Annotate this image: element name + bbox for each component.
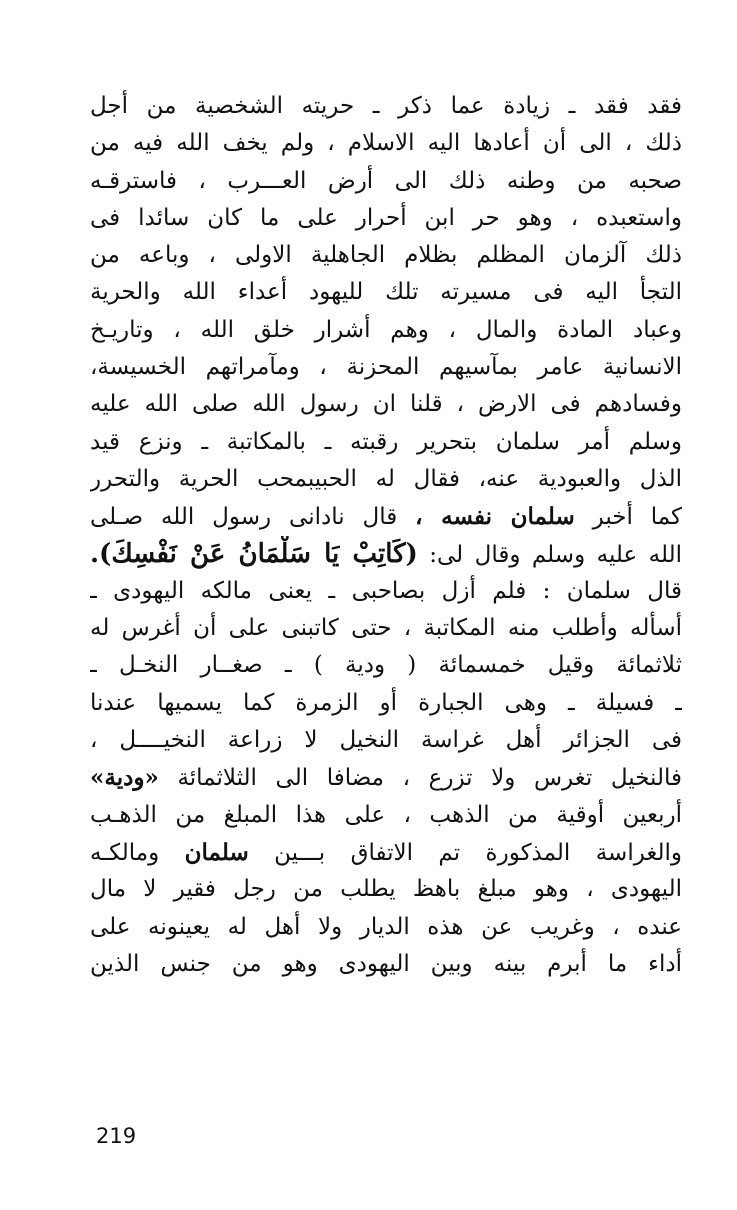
text-segment: والغراسة المذكورة تم الاتفاق بـــين bbox=[248, 839, 682, 866]
text-segment: ومالكـه bbox=[90, 839, 185, 866]
text-segment: كما أخبر bbox=[574, 504, 682, 531]
text-line-20: أربعين أوقية من الذهب ، على هذا المبلغ من الذهـب bbox=[90, 801, 682, 828]
text-segment: فالنخيل تغرس ولا تزرع ، مضافا الى الثلاثمائة bbox=[158, 765, 682, 792]
text-line-1: فقد فقد ـ زيادة عما ذكر ـ حريته الشخصية من أجل bbox=[90, 93, 682, 119]
bold-name-salman: سلمان نفسه ، bbox=[415, 503, 575, 531]
text-line-2: ذلك ، الى أن أعادها اليه الاسلام ، ولم يخف الله فيه من bbox=[90, 130, 682, 157]
text-segment: الله عليه وسلم وقال لى: bbox=[417, 541, 682, 568]
text-line-9: وفسادهم فى الارض ، قلنا ان رسول الله صلى الله عليه bbox=[90, 391, 682, 418]
text-segment: قال نادانى رسول الله صـلى bbox=[90, 504, 416, 531]
page-number: 219 bbox=[96, 1124, 137, 1148]
text-line-6: التجأ اليه فى مسيرته تلك لليهود أعداء الله والحرية bbox=[90, 279, 682, 306]
text-line-4: واستعبده ، وهو حر ابن أحرار على ما كان سائدا فى bbox=[90, 204, 682, 231]
text-line-16: ثلاثمائة وقيل خمسمائة ( ودية ) ـ صغــار النخـل ـ bbox=[90, 652, 682, 679]
bold-term-wadiya: «ودية» bbox=[90, 764, 159, 792]
text-line-8: الانسانية عامر بمآسيهم المحزنة ، ومآمراتهم الخسيسة، bbox=[90, 354, 682, 381]
text-line-13 bbox=[90, 536, 682, 573]
text-line-23: عنده ، وغريب عن هذه الديار ولا أهل له يعينونه على bbox=[90, 913, 682, 940]
text-line-24: أداء ما أبرم بينه وبين اليهودى وهو من جنس الذين bbox=[90, 950, 682, 977]
text-line-11: الذل والعبودية عنه، فقال له الحبيبمحب الحرية والتحرر bbox=[90, 465, 682, 492]
text-line-15: أسأله وأطلب منه المكاتبة ، حتى كاتبنى على أن أغرس له bbox=[90, 615, 682, 642]
text-line-21 bbox=[90, 834, 682, 871]
text-line-7: وعباد المادة والمال ، وهم أشرار خلق الله ، وتاريـخ bbox=[90, 316, 682, 343]
hadith-quote: (كَاتِبْ يَا سَلْمَانُ عَنْ نَفْسِكَ). bbox=[90, 538, 418, 569]
text-line-22: اليهودى ، وهو مبلغ باهظ يطلب من رجل فقير لا مال bbox=[90, 876, 682, 903]
bold-name-salman: سلمان bbox=[184, 838, 249, 866]
text-line-10: وسلم أمر سلمان بتحرير رقبته ـ بالمكاتبة ـ ونزع قيد bbox=[90, 428, 682, 455]
text-line-17: ـ فسيلة ـ وهى الجبارة أو الزمرة كما يسميها عندنا bbox=[90, 689, 682, 716]
body-text bbox=[90, 88, 682, 983]
text-line-14: قال سلمان : فلم أزل بصاحبى ـ يعنى مالكه اليهودى ـ bbox=[90, 577, 682, 604]
text-line-19 bbox=[90, 759, 682, 796]
text-line-5: ذلك آلزمان المظلم بظلام الجاهلية الاولى ، وباعه من bbox=[90, 242, 682, 269]
text-line-18: فى الجزائر أهل غراسة النخيل لا زراعة النخيــــل ، bbox=[90, 727, 682, 754]
text-line-12 bbox=[90, 498, 682, 535]
text-line-3: صحبه من وطنه ذلك الى أرض العـــرب ، فاسترقـه bbox=[90, 167, 682, 194]
